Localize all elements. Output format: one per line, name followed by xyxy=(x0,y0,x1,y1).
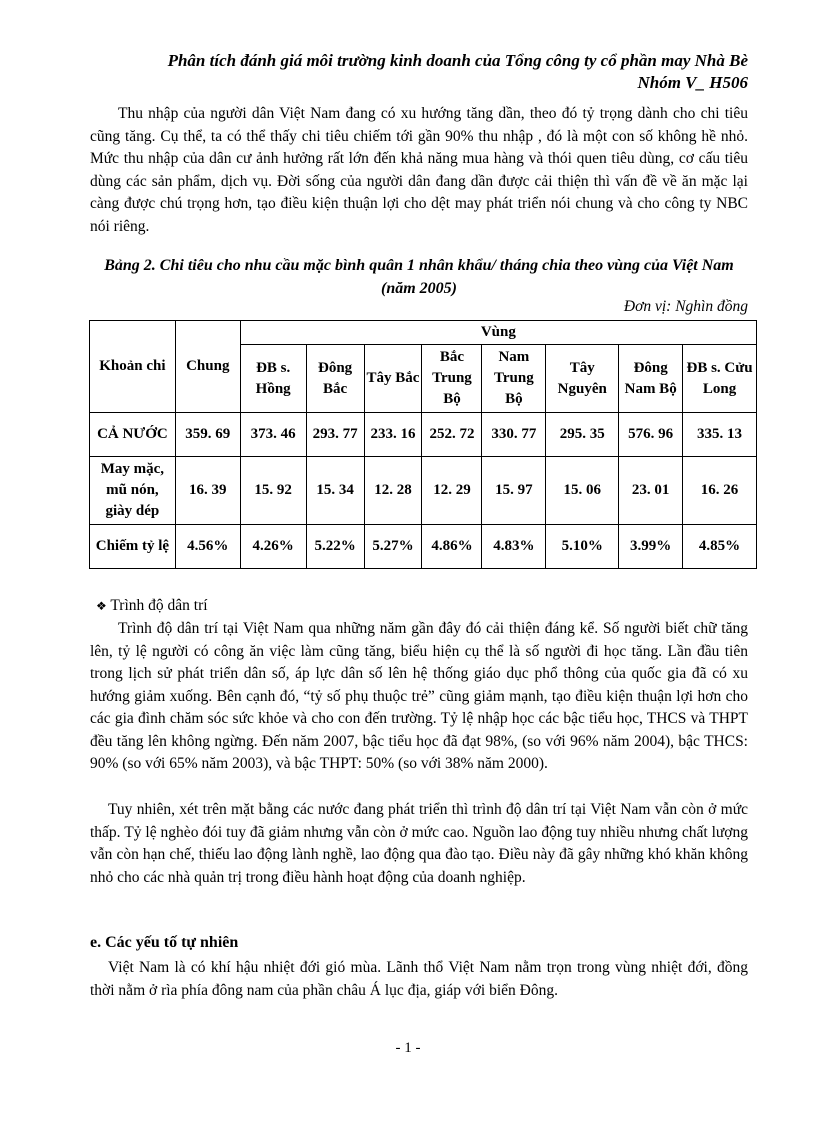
table-caption-line2: (năm 2005) xyxy=(381,280,457,297)
cell-value: 4.26% xyxy=(240,525,306,569)
page-number: - 1 - xyxy=(395,1040,421,1056)
cell-value: 576. 96 xyxy=(619,413,683,457)
cell-value: 4.83% xyxy=(482,525,546,569)
row-label: Chiếm tỷ lệ xyxy=(90,525,176,569)
cell-value: 16. 39 xyxy=(175,457,240,525)
cell-value: 12. 29 xyxy=(422,457,482,525)
cell-value: 23. 01 xyxy=(619,457,683,525)
cell-value: 15. 92 xyxy=(240,457,306,525)
paragraph-education-2: Tuy nhiên, xét trên mặt bằng các nước đang phát triển thì trình độ dân trí tại Việt Nam vẫn còn ở mức thấp. Tỷ lệ nghèo đói tuy đã giảm nhưng vẫn còn ở mức cao. Nguồn lao động tuy nhiều nhưng chất lượng vẫn còn hạn chế, thiếu lao động lành nghề, lao động qua đào tạo. Điều này đã gây những khó khăn không nhỏ cho các nhà quản trị trong điều hành hoạt động của doanh nghiệp. xyxy=(90,801,748,886)
region-header: ĐB s. Cửu Long xyxy=(683,345,757,413)
paragraph-education: Trình độ dân trí tại Việt Nam qua những năm gần đây đó cải thiện đáng kể. Số người biết chữ tăng lên, tỷ lệ người có công ăn việc làm cũng tăng, biểu hiện cụ thể là số người đi học tăng. Lần đầu tiên trong lịch sử phát triển dân số, áp lực dân số lên hệ thống giáo dục phổ thông của quốc gia đã có xu hướng giảm xuống. Bên cạnh đó, “tỷ số phụ thuộc trẻ” cũng giảm mạnh, tạo điều kiện thuận lợi hơn cho các gia đình chăm sóc sức khỏe và cho con đến trường. Tỷ lệ nhập học các bậc tiểu học, THCS và THPT đều tăng lên không ngừng. Đến năm 2007, bậc tiểu học đã đạt 98%, (so với 96% năm 2004), bậc THCS: 90% (so với 65% năm 2003), và bậc THPT: 50% (so với 38% năm 2000). xyxy=(90,620,748,772)
header-chung: Chung xyxy=(175,321,240,413)
cell-value: 295. 35 xyxy=(546,413,619,457)
paragraph-nature: Việt Nam là có khí hậu nhiệt đới gió mùa. Lãnh thổ Việt Nam nằm trọn trong vùng nhiệt đới, đồng thời nằm ở rìa phía đông nam của phần châu Á lục địa, giáp với biển Đông. xyxy=(90,959,748,999)
region-header: Nam Trung Bộ xyxy=(482,345,546,413)
cell-value: 5.22% xyxy=(306,525,364,569)
cell-value: 4.56% xyxy=(175,525,240,569)
cell-value: 15. 34 xyxy=(306,457,364,525)
cell-value: 359. 69 xyxy=(175,413,240,457)
cell-value: 330. 77 xyxy=(482,413,546,457)
region-header: Tây Bắc xyxy=(364,345,422,413)
table-row xyxy=(90,525,757,569)
table-row xyxy=(90,457,757,525)
header-vung: Vùng xyxy=(240,321,756,345)
bullet-label: Trình độ dân trí xyxy=(110,597,208,614)
cell-value: 12. 28 xyxy=(364,457,422,525)
page-header xyxy=(168,50,748,94)
table-unit: Đơn vị: Nghìn đồng xyxy=(623,298,748,315)
cell-value: 5.10% xyxy=(546,525,619,569)
section-heading: e. Các yếu tố tự nhiên xyxy=(90,934,239,951)
table-caption-line1: Bảng 2. Chi tiêu cho nhu cầu mặc bình quân 1 nhân khẩu/ tháng chia theo vùng của Việt Nam xyxy=(104,257,734,274)
region-header: Bắc Trung Bộ xyxy=(422,345,482,413)
table-caption xyxy=(90,254,748,300)
row-label: CẢ NƯỚC xyxy=(90,413,176,457)
table-row xyxy=(90,413,757,457)
cell-value: 233. 16 xyxy=(364,413,422,457)
header-title: Phân tích đánh giá môi trường kinh doanh của Tổng công ty cổ phần may Nhà Bè xyxy=(167,51,748,70)
cell-value: 4.85% xyxy=(683,525,757,569)
table-header-row xyxy=(90,321,757,345)
region-header: Đông Nam Bộ xyxy=(619,345,683,413)
paragraph-income: Thu nhập của người dân Việt Nam đang có xu hướng tăng dần, theo đó tỷ trọng dành cho chi tiêu cũng tăng. Cụ thể, ta có thể thấy chi tiêu chiếm tới gần 90% thu nhập , đó là một con số không hề nhỏ. Mức thu nhập của dân cư ảnh hưởng rất lớn đến khả năng mua hàng và thói quen tiêu dùng, cơ cấu tiêu dùng các sản phẩm, dịch vụ. Đời sống của người dân đang dần được cải thiện thì vấn đề về ăn mặc lại càng được chú trọng hơn, tạo điều kiện thuận lợi cho dệt may phát triển nói chung và cho công ty NBC nói riêng. xyxy=(90,105,748,235)
cell-value: 293. 77 xyxy=(306,413,364,457)
region-header: ĐB s. Hồng xyxy=(240,345,306,413)
cell-value: 15. 97 xyxy=(482,457,546,525)
cell-value: 4.86% xyxy=(422,525,482,569)
header-group: Nhóm V_ H506 xyxy=(637,73,748,92)
region-header: Đông Bắc xyxy=(306,345,364,413)
bullet-item xyxy=(96,597,208,615)
row-label: May mặc, mũ nón, giày dép xyxy=(90,457,176,525)
cell-value: 16. 26 xyxy=(683,457,757,525)
spending-table xyxy=(89,320,757,569)
region-header: Tây Nguyên xyxy=(546,345,619,413)
header-khoan-chi: Khoản chi xyxy=(90,321,176,413)
cell-value: 252. 72 xyxy=(422,413,482,457)
cell-value: 3.99% xyxy=(619,525,683,569)
cell-value: 373. 46 xyxy=(240,413,306,457)
diamond-bullet-icon: ❖ xyxy=(96,599,107,613)
cell-value: 5.27% xyxy=(364,525,422,569)
cell-value: 335. 13 xyxy=(683,413,757,457)
cell-value: 15. 06 xyxy=(546,457,619,525)
